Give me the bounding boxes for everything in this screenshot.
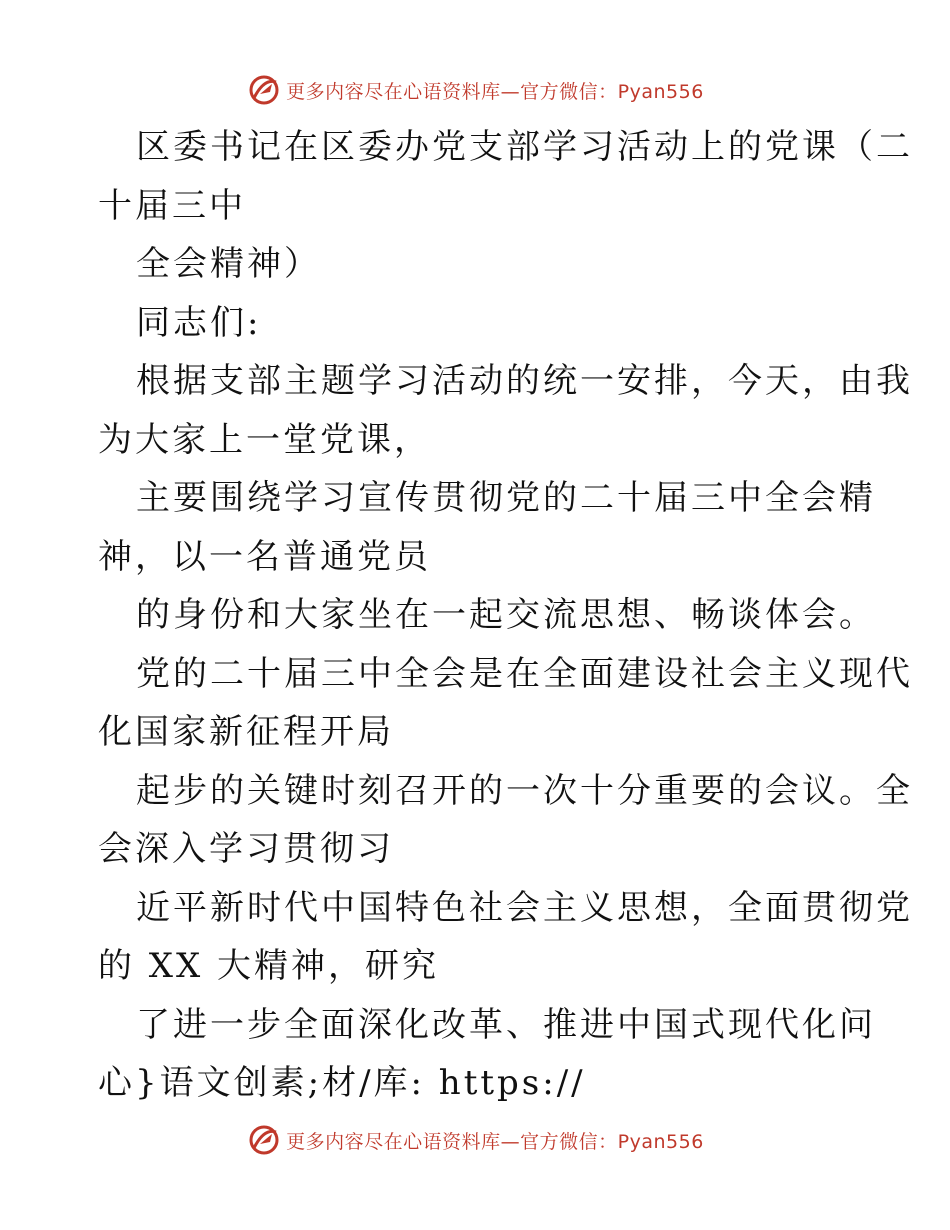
body-line: 的身份和大家坐在一起交流思想、畅谈体会。 [136, 595, 876, 635]
body-line: 根据支部主题学习活动的统一安排，今天，由我 [136, 361, 913, 401]
body-line: 主要围绕学习宣传贯彻党的二十届三中全会精 [136, 478, 876, 518]
body-line: 同志们: [136, 302, 262, 343]
body-line: 党的二十届三中全会是在全面建设社会主义现代 [136, 653, 913, 694]
document-body [98, 118, 913, 1113]
body-line: 近平新时代中国特色社会主义思想，全面贯彻党 [136, 887, 913, 928]
body-line: 神，以一名普通党员 [98, 536, 431, 577]
watermark-text: 更多内容尽在心语资料库—官方微信：Pyan556 [286, 80, 704, 103]
body-line: 了进一步全面深化改革、推进中国式现代化问 [136, 1004, 876, 1045]
body-line: 化国家新征程开局 [98, 712, 394, 752]
body-line: 心}语文创素;材/库: https:// [98, 1063, 586, 1103]
watermark-text: 更多内容尽在心语资料库—官方微信：Pyan556 [286, 1130, 704, 1153]
body-line: 区委书记在区委办党支部学习活动上的党课（二 [136, 127, 913, 167]
body-line: 十届三中 [98, 185, 246, 226]
header-watermark [0, 70, 950, 110]
body-line: 的 XX 大精神，研究 [98, 946, 440, 986]
body-line: 全会精神） [136, 244, 321, 284]
body-line: 为大家上一堂党课， [98, 419, 431, 460]
body-line: 起步的关键时刻召开的一次十分重要的会议。全 [136, 770, 913, 811]
footer-watermark [0, 1120, 950, 1160]
body-line: 会深入学习贯彻习 [98, 829, 394, 869]
pen-swirl-logo-icon [246, 1122, 282, 1158]
pen-swirl-logo-icon [246, 72, 282, 108]
